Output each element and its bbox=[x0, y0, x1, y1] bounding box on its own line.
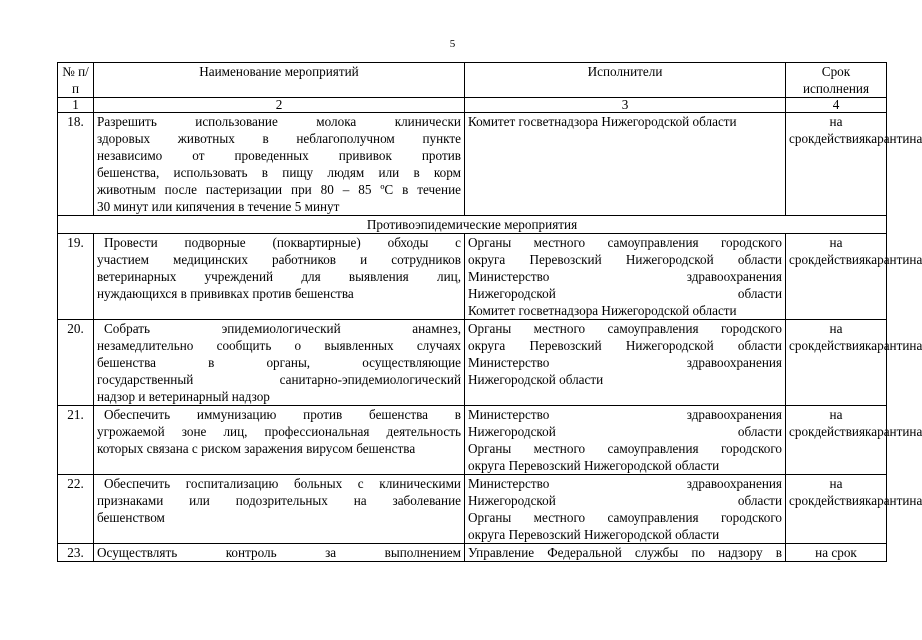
measure-name bbox=[94, 475, 465, 544]
cell-line: Нижегородской области bbox=[468, 424, 782, 439]
cell-line: Разрешить использование молока клинически bbox=[97, 114, 461, 129]
cell-line: Нижегородской области bbox=[468, 493, 782, 508]
cell-line: на срок bbox=[789, 476, 843, 508]
cell-line: карантина bbox=[865, 338, 922, 353]
cell-line: Министерство здравоохранения bbox=[468, 269, 782, 284]
cell-line: государственный санитарно-эпидемиологический bbox=[97, 372, 461, 387]
header-num: № п/п bbox=[58, 63, 94, 98]
header-executors: Исполнители bbox=[465, 63, 786, 98]
index-cell: 3 bbox=[465, 98, 786, 113]
cell-line: действия bbox=[814, 338, 866, 353]
section-row bbox=[58, 216, 887, 234]
cell-line: Осуществлять контроль за выполнением bbox=[97, 545, 461, 560]
cell-line: 30 минут или кипячения в течение 5 минут bbox=[97, 199, 340, 214]
cell-line: бешенством bbox=[97, 510, 165, 525]
table-row bbox=[58, 544, 887, 562]
cell-line: действия bbox=[814, 252, 866, 267]
cell-line: Нижегородской области bbox=[468, 286, 782, 301]
header-name: Наименование мероприятий bbox=[94, 63, 465, 98]
measure-name bbox=[94, 320, 465, 406]
cell-line: Нижегородской области bbox=[468, 372, 604, 387]
cell-line: независимо от проведенных прививок против bbox=[97, 148, 461, 163]
header-term: Срок исполнения bbox=[786, 63, 887, 98]
cell-line: Органы местного самоуправления городского bbox=[468, 235, 782, 250]
cell-line: Министерство здравоохранения bbox=[468, 476, 782, 491]
table-row bbox=[58, 406, 887, 475]
cell-line: здоровых животных в неблагополучном пункте bbox=[97, 131, 461, 146]
cell-line: бешенства в органы, осуществляющие bbox=[97, 355, 461, 370]
cell-line: участием медицинских работников и сотрудников bbox=[97, 252, 461, 267]
cell-line: округа Перевозский Нижегородской области bbox=[468, 458, 720, 473]
cell-line: округа Перевозский Нижегородской области bbox=[468, 252, 782, 267]
cell-line: карантина bbox=[865, 424, 922, 439]
index-cell: 1 bbox=[58, 98, 94, 113]
term bbox=[786, 475, 922, 544]
row-number: 19. bbox=[58, 234, 94, 320]
header-row bbox=[58, 63, 887, 98]
table-row bbox=[58, 113, 887, 216]
cell-line: карантина bbox=[865, 252, 922, 267]
row-number: 21. bbox=[58, 406, 94, 475]
row-number: 22. bbox=[58, 475, 94, 544]
cell-line: нуждающихся в прививках против бешенства bbox=[97, 286, 354, 301]
cell-line: Обеспечить иммунизацию против бешенства в bbox=[104, 407, 461, 422]
measure-name bbox=[94, 234, 465, 320]
measure-name bbox=[94, 544, 465, 562]
cell-line: Управление Федеральной службы по надзору в bbox=[468, 545, 782, 560]
table-row bbox=[58, 320, 887, 406]
table-row bbox=[58, 234, 887, 320]
cell-line: Провести подворные (поквартирные) обходы с bbox=[104, 235, 461, 250]
cell-line: животным после пастеризации при 80 – 85 ºС в течение bbox=[97, 182, 461, 197]
measure-name bbox=[94, 113, 465, 216]
term bbox=[786, 406, 922, 475]
section-title: Противоэпидемические мероприятия bbox=[58, 216, 887, 234]
cell-line: карантина bbox=[865, 493, 922, 508]
cell-line: Органы местного самоуправления городского bbox=[468, 321, 782, 336]
cell-line: на срок bbox=[789, 407, 843, 439]
cell-line: действия bbox=[814, 493, 866, 508]
row-number: 18. bbox=[58, 113, 94, 216]
cell-line: Комитет госветнадзора Нижегородской области bbox=[468, 114, 737, 129]
cell-line: бешенства, использовать в пищу людям или в корм bbox=[97, 165, 461, 180]
executors bbox=[465, 320, 786, 406]
cell-line: Обеспечить госпитализацию больных с клиническими bbox=[104, 476, 461, 491]
cell-line: на срок bbox=[789, 321, 843, 353]
term bbox=[786, 544, 887, 562]
executors bbox=[465, 234, 786, 320]
executors bbox=[465, 406, 786, 475]
cell-line: Министерство здравоохранения bbox=[468, 407, 782, 422]
cell-line: незамедлительно сообщить о выявленных случаях bbox=[97, 338, 461, 353]
executors bbox=[465, 544, 786, 562]
row-number: 20. bbox=[58, 320, 94, 406]
cell-line: на срок bbox=[789, 114, 843, 146]
executors bbox=[465, 113, 786, 216]
cell-line: округа Перевозский Нижегородской области bbox=[468, 338, 782, 353]
row-number: 23. bbox=[58, 544, 94, 562]
term bbox=[786, 234, 922, 320]
measure-name bbox=[94, 406, 465, 475]
term bbox=[786, 320, 922, 406]
cell-line: ветеринарных учреждений для выявления лиц, bbox=[97, 269, 461, 284]
index-row bbox=[58, 98, 887, 113]
cell-line: угрожаемой зоне лиц, профессиональная деятельность bbox=[97, 424, 461, 439]
cell-line: которых связана с риском заражения вирусом бешенства bbox=[97, 441, 416, 456]
index-cell: 4 bbox=[786, 98, 887, 113]
index-cell: 2 bbox=[94, 98, 465, 113]
cell-line: на срок bbox=[789, 235, 843, 267]
cell-line: действия bbox=[814, 424, 866, 439]
measures-table bbox=[57, 62, 922, 562]
cell-line: округа Перевозский Нижегородской области bbox=[468, 527, 720, 542]
page-number: 5 bbox=[449, 38, 456, 50]
cell-line: на срок bbox=[815, 545, 857, 560]
cell-line: действия bbox=[814, 131, 866, 146]
cell-line: признаками или подозрительных на заболевание bbox=[97, 493, 461, 508]
cell-line: Министерство здравоохранения bbox=[468, 355, 782, 370]
cell-line: карантина bbox=[865, 131, 922, 146]
table-row bbox=[58, 475, 887, 544]
cell-line: Собрать эпидемиологический анамнез, bbox=[104, 321, 461, 336]
cell-line: надзор и ветеринарный надзор bbox=[97, 389, 270, 404]
term bbox=[786, 113, 922, 216]
cell-line: Органы местного самоуправления городского bbox=[468, 441, 782, 456]
executors bbox=[465, 475, 786, 544]
cell-line: Комитет госветнадзора Нижегородской области bbox=[468, 303, 737, 318]
cell-line: Органы местного самоуправления городского bbox=[468, 510, 782, 525]
